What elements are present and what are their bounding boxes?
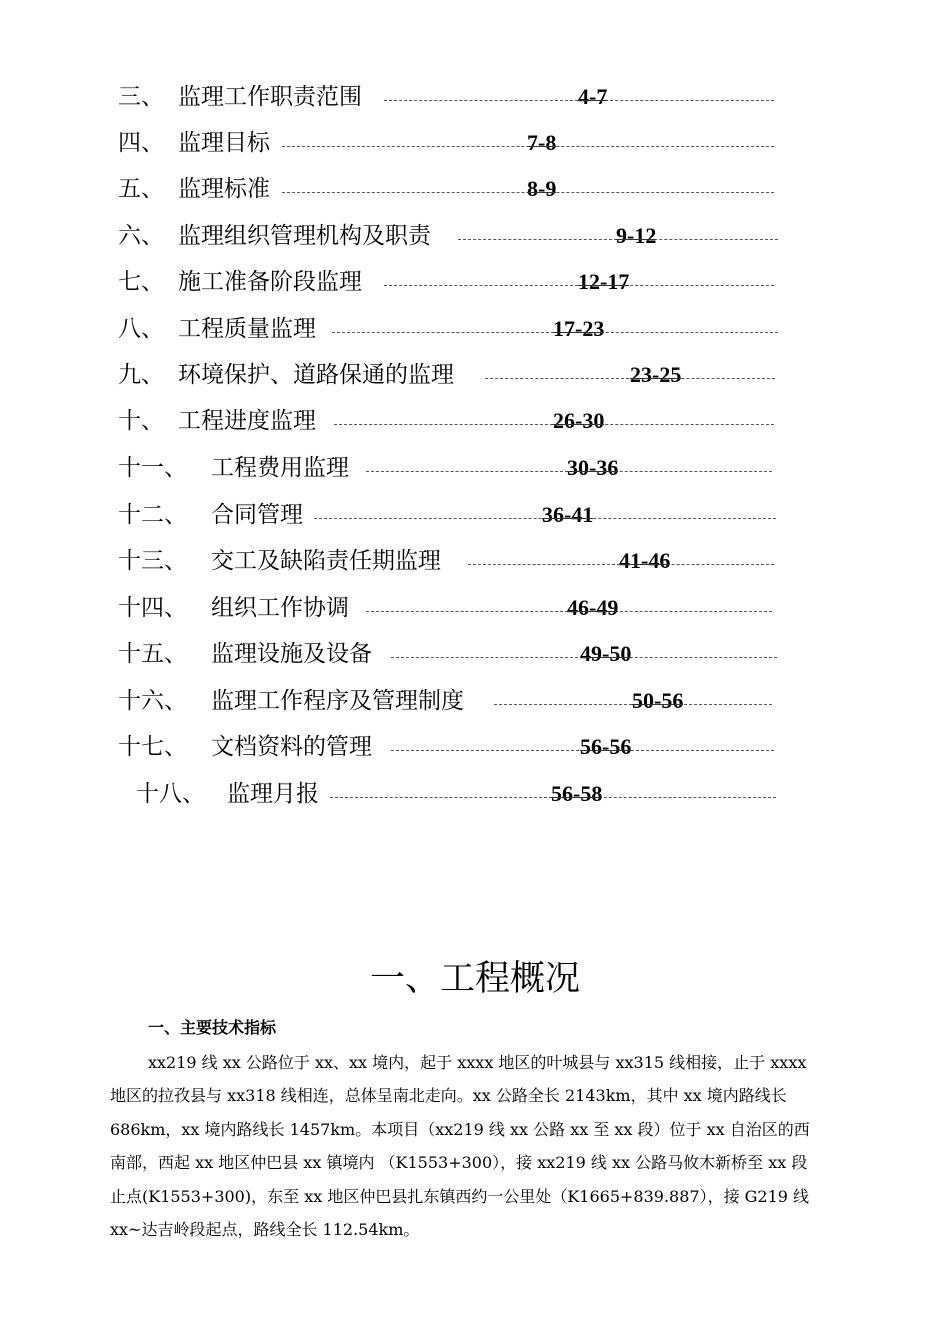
toc-entry[interactable] — [0, 124, 950, 164]
toc-entry-page-range: 56-58 — [551, 779, 602, 809]
toc-entry[interactable] — [0, 449, 950, 489]
toc-entry-number: 九、 — [118, 362, 164, 388]
toc-entry[interactable] — [0, 310, 950, 350]
toc-entry-title: 交工及缺陷责任期监理 — [211, 548, 441, 574]
toc-entry-page-range: 36-41 — [542, 500, 593, 530]
toc-entry-page-range: 4-7 — [578, 82, 607, 112]
toc-entry-title: 监理设施及设备 — [211, 641, 372, 667]
toc-entry-number: 七、 — [118, 269, 164, 295]
toc-entry-number: 十一、 — [118, 455, 187, 481]
toc-entry[interactable] — [0, 635, 950, 675]
toc-entry-title: 监理工作职责范围 — [178, 84, 362, 110]
toc-entry-page-range: 12-17 — [578, 267, 629, 297]
toc-entry-number: 四、 — [118, 130, 164, 156]
toc-entry-title: 监理月报 — [227, 781, 319, 807]
toc-entry-title: 合同管理 — [211, 502, 303, 528]
toc-entry-page-range: 23-25 — [630, 360, 681, 390]
paragraph-line: xx~达吉岭段起点，路线全长 112.54km。 — [110, 1220, 420, 1240]
section-heading: 一、主要技术指标 — [148, 1018, 277, 1037]
toc-entry-title: 环境保护、道路保通的监理 — [178, 362, 454, 388]
toc-entry-title: 文档资料的管理 — [211, 734, 372, 760]
toc-entry-page-range: 17-23 — [553, 314, 604, 344]
toc-entry-page-range: 46-49 — [567, 593, 618, 623]
toc-entry[interactable] — [0, 78, 950, 118]
toc-entry-number: 十、 — [118, 408, 164, 434]
toc-entry-number: 十二、 — [118, 502, 187, 528]
toc-entry-title: 施工准备阶段监理 — [178, 269, 362, 295]
toc-entry[interactable] — [0, 728, 950, 768]
toc-entry[interactable] — [0, 217, 950, 257]
toc-entry-title: 监理标准 — [178, 176, 270, 202]
paragraph-line: 地区的拉孜县与 xx318 线相连，总体呈南北走向。xx 公路全长 2143km，其中 xx 境内路线长 — [110, 1086, 787, 1106]
toc-entry-page-range: 30-36 — [567, 453, 618, 483]
toc-entry[interactable] — [0, 589, 950, 629]
toc-entry-number: 十六、 — [118, 688, 187, 714]
toc-entry-title: 监理组织管理机构及职责 — [178, 223, 431, 249]
body-paragraph — [110, 1046, 880, 1246]
toc-entry-number: 三、 — [118, 84, 164, 110]
toc-entry-title: 组织工作协调 — [211, 595, 349, 621]
toc-entry[interactable] — [0, 682, 950, 722]
toc-entry-title: 监理工作程序及管理制度 — [211, 688, 464, 714]
paragraph-line: 止点(K1553+300)，东至 xx 地区仲巴县扎东镇西约一公里处（K1665+839.887），接 G219 线 — [110, 1186, 810, 1206]
toc-entry-number: 五、 — [118, 176, 164, 202]
toc-entry-page-range: 41-46 — [619, 546, 670, 576]
toc-entry-title: 监理目标 — [178, 130, 270, 156]
toc-entry-number: 十三、 — [118, 548, 187, 574]
chapter-title: 一、工程概况 — [369, 959, 580, 999]
paragraph-line: 686km，xx 境内路线长 1457km。本项目（xx219 线 xx 公路 xx 至 xx 段）位于 xx 自治区的西 — [110, 1119, 810, 1139]
toc-entry-number: 十八、 — [136, 781, 205, 807]
toc-entry-page-range: 56-56 — [580, 732, 631, 762]
toc-entry[interactable] — [0, 775, 950, 815]
toc-entry-page-range: 7-8 — [527, 128, 556, 158]
toc-entry-number: 六、 — [118, 223, 164, 249]
toc-entry[interactable] — [0, 402, 950, 442]
toc-entry-number: 十五、 — [118, 641, 187, 667]
toc-entry-number: 十七、 — [118, 734, 187, 760]
toc-entry[interactable] — [0, 542, 950, 582]
toc-entry-number: 十四、 — [118, 595, 187, 621]
paragraph-line: xx219 线 xx 公路位于 xx、xx 境内，起于 xxxx 地区的叶城县与 xx315 线相接，止于 xxxx — [148, 1053, 807, 1072]
toc-entry-title: 工程进度监理 — [178, 408, 316, 434]
toc-entry-number: 八、 — [118, 316, 164, 342]
toc-entry[interactable] — [0, 263, 950, 303]
toc-entry-page-range: 49-50 — [580, 639, 631, 669]
toc-entry-page-range: 50-56 — [632, 686, 683, 716]
toc-entry-title: 工程费用监理 — [211, 455, 349, 481]
toc-entry-page-range: 9-12 — [616, 221, 656, 251]
toc-entry[interactable] — [0, 496, 950, 536]
paragraph-line: 南部，西起 xx 地区仲巴县 xx 镇境内 （K1553+300），接 xx219 线 xx 公路马攸木新桥至 xx 段 — [110, 1153, 808, 1173]
toc-entry-page-range: 8-9 — [527, 174, 556, 204]
toc-entry[interactable] — [0, 356, 950, 396]
toc-entry-title: 工程质量监理 — [178, 316, 316, 342]
toc-entry-page-range: 26-30 — [553, 406, 604, 436]
toc-entry[interactable] — [0, 170, 950, 210]
